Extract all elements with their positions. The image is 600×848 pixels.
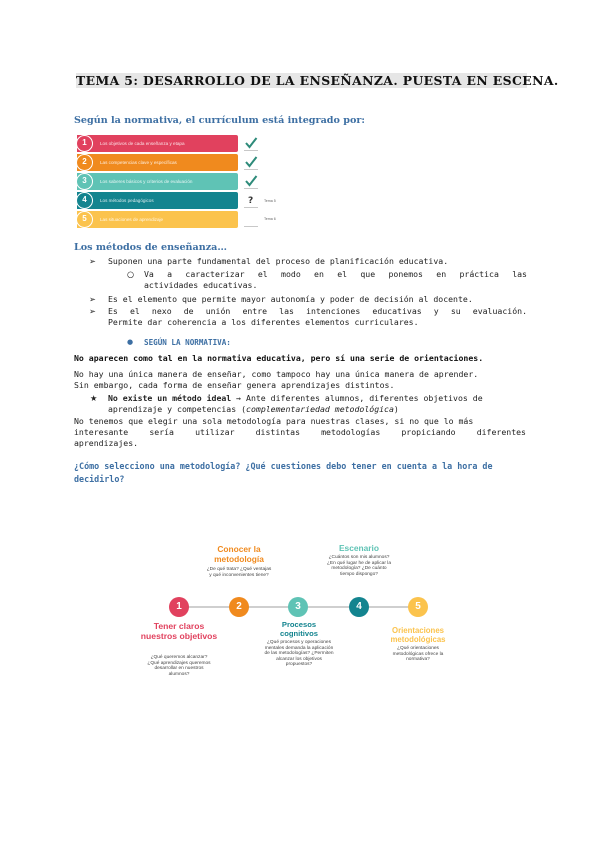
curriculum-item-2 — [77, 154, 238, 171]
question-heading: ¿Cómo selecciono una metodología? ¿Qué cuestiones debo tener en cuenta a la hora de decidirlo? — [74, 461, 493, 484]
timeline-step-4-badge: 4 — [349, 597, 369, 617]
sub-bullet-text: Va a caracterizar el modo en el que ponemos en práctica las — [144, 269, 527, 279]
star-bullet-icon: ★ — [90, 393, 98, 403]
sub-bullet-text: actividades educativas. — [144, 280, 258, 290]
timeline-step-3-badge: 3 — [288, 597, 308, 617]
bullet-text: Suponen una parte fundamental del proceso de planificación educativa. — [108, 256, 449, 266]
timeline-step-4-title: Escenario — [338, 543, 380, 553]
timeline-step-2-title: Conocer la metodología — [214, 544, 264, 564]
timeline-step-1-title: Tener claros nuestros objetivos — [140, 621, 218, 641]
bullet-text: Es el elemento que permite mayor autonomía y poder de decisión al docente. — [108, 294, 473, 304]
check-icon — [244, 155, 258, 170]
number-badge: 1 — [76, 135, 93, 152]
question-icon — [244, 193, 258, 208]
star-text-part: aprendizaje y competencias ( — [108, 404, 247, 414]
bullet-text: Es el nexo de unión entre las intenciones educativas y su evaluación. — [108, 306, 527, 316]
check-icon — [244, 136, 258, 151]
timeline-step-2-text: ¿De qué trata? ¿Qué ventajas y qué inconvenientes tiene? — [206, 567, 272, 578]
paragraph: interesante sería utilizar distintas metodologías propiciando diferentes — [74, 427, 526, 437]
curriculum-item-5 — [77, 211, 238, 228]
number-badge: 2 — [76, 154, 93, 171]
curriculum-item-label: Los métodos pedagógicos — [100, 198, 154, 203]
star-text-part: ) — [393, 404, 399, 414]
curriculum-item-3 — [77, 173, 238, 190]
normativa-label: SEGÚN LA NORMATIVA: — [144, 338, 231, 347]
star-text — [108, 393, 483, 404]
topic-note: Tema 5 — [264, 199, 276, 203]
timeline-step-1-text: ¿Qué queremos alcanzar? ¿Qué aprendizajes queremos desarrollar en nuestros alumnos? — [147, 655, 211, 677]
paragraph: aprendizajes. — [74, 438, 139, 448]
paragraph: No tenemos que elegir una sola metodología para nuestras clases, si no que lo más — [74, 416, 474, 426]
arrow-bullet-icon: ➢ — [89, 294, 96, 304]
number-badge: 3 — [76, 173, 93, 190]
paragraph: No hay una única manera de enseñar, como tampoco hay una única manera de aprender. — [74, 369, 479, 379]
star-text-italic: complementariedad metodológica — [246, 404, 394, 414]
curriculum-heading: Según la normativa, el currículum está integrado por: — [74, 115, 365, 126]
check-icon — [244, 174, 258, 189]
metodos-heading: Los métodos de enseñanza… — [74, 242, 227, 253]
timeline-step-3-text: ¿Qué procesos y operaciones mentales demanda la aplicación de las metodologías? ¿Permiten alcanzar los objetivos propuestos? — [264, 640, 334, 668]
curriculum-item-label: Los objetivos de cada enseñanza y etapa — [100, 141, 185, 146]
curriculum-item-1 — [77, 135, 238, 152]
paragraph: No aparecen como tal en la normativa educativa, pero sí una serie de orientaciones. — [74, 353, 484, 363]
timeline-step-5-badge: 5 — [408, 597, 428, 617]
number-badge: 5 — [76, 211, 93, 228]
number-badge: 4 — [76, 192, 93, 209]
star-text-rest: → Ante diferentes alumnos, diferentes objetivos de — [231, 393, 483, 403]
curriculum-item-label: Los saberes básicos y criterios de evaluación — [100, 179, 193, 184]
curriculum-item-4 — [77, 192, 238, 209]
timeline-step-2-badge: 2 — [229, 597, 249, 617]
timeline-step-1-badge: 1 — [169, 597, 189, 617]
bullet-text: Permite dar coherencia a los diferentes elementos curriculares. — [108, 317, 419, 327]
timeline-step-4-text: ¿Cuántos son mis alumnos? ¿En qué lugar he de aplicar la metodología? ¿De cuánto tiempo dispongo? — [327, 555, 391, 577]
page-title: TEMA 5: DESARROLLO DE LA ENSEÑANZA. PUESTA EN ESCENA. — [76, 73, 559, 88]
star-text-line2 — [108, 404, 399, 415]
svg-text:?: ? — [248, 196, 254, 206]
empty-box-icon — [244, 212, 258, 227]
timeline-step-3-title: Procesos cognitivos — [280, 620, 318, 638]
curriculum-item-label: Las competencias clave y específicas — [100, 160, 177, 165]
star-text-bold: No existe un método ideal — [108, 393, 232, 403]
timeline-step-5-title: Orientaciones metodológicas — [390, 626, 446, 644]
arrow-bullet-icon: ➢ — [89, 256, 96, 266]
arrow-bullet-icon: ➢ — [89, 306, 96, 316]
dot-bullet-icon: ● — [127, 338, 134, 346]
paragraph: Sin embargo, cada forma de enseñar genera aprendizajes distintos. — [74, 380, 395, 390]
topic-note: Tema 6 — [264, 217, 276, 221]
timeline-step-5-text: ¿Qué orientaciones metodológicas ofrece la normativa? — [392, 646, 444, 663]
circle-bullet-icon: ○ — [127, 269, 135, 279]
curriculum-item-label: Las situaciones de aprendizaje — [100, 217, 164, 222]
